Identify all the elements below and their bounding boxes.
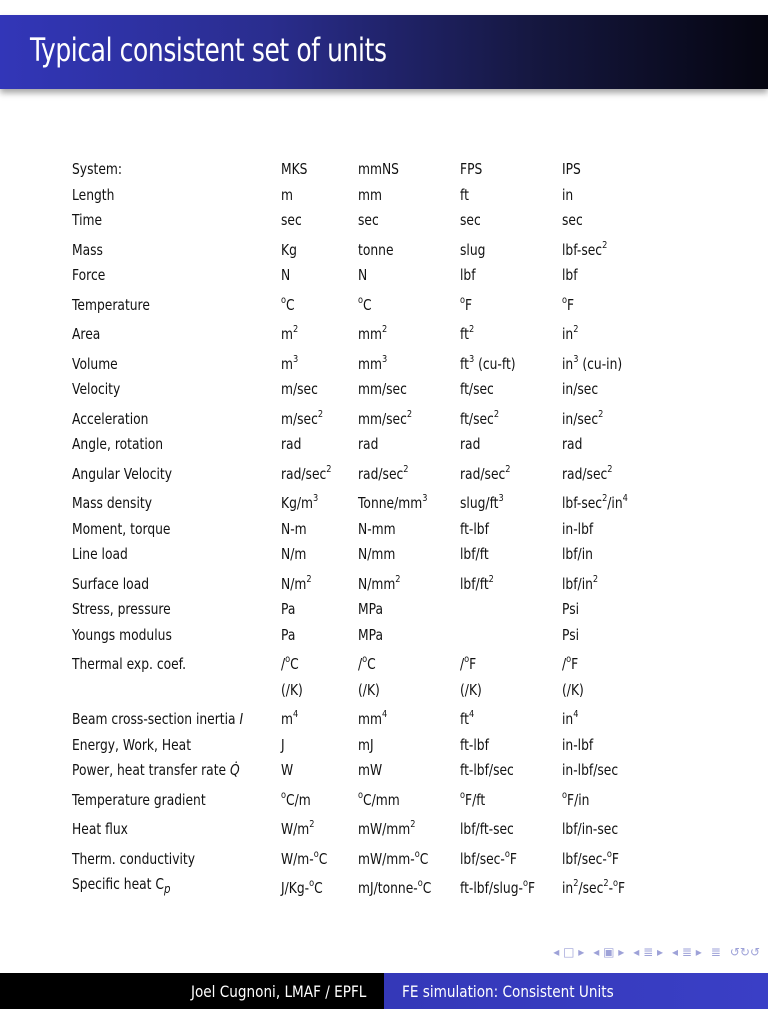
- title-bar: [0, 15, 768, 89]
- unit-ips: sec: [561, 211, 583, 229]
- table-row: [72, 843, 682, 873]
- table-row: [72, 678, 682, 704]
- unit-mmns: MPa: [357, 625, 383, 644]
- unit-ips: in/sec: [561, 380, 598, 398]
- unit-fps: rad: [459, 435, 481, 453]
- unit-ips: $^o$F/in: [561, 789, 590, 809]
- unit-mmns: $^o$C/mm: [357, 789, 400, 809]
- unit-mks: $^o$C: [280, 294, 295, 314]
- quantity-label: Power, heat transfer rate Q̇: [72, 761, 240, 779]
- unit-ips: $in^2/\sec^2-^oF$: [561, 878, 625, 897]
- quantity-label: Therm. conductivity: [72, 849, 196, 868]
- unit-fps: ft/sec: [459, 380, 494, 398]
- unit-ips: IPS: [561, 160, 581, 178]
- unit-fps: lbf: [459, 266, 476, 284]
- footer-short-title: FE simulation: Consistent Units: [402, 981, 614, 1001]
- quantity-label: Angular Velocity: [72, 464, 172, 483]
- unit-fps: lbf/ft: [459, 545, 489, 563]
- table-header-row: [72, 157, 682, 183]
- unit-ips: $^o$F: [561, 294, 574, 314]
- quantity-label: [72, 678, 281, 704]
- quantity-label: Angle, rotation: [72, 435, 164, 453]
- footer-author: Joel Cugnoni, LMAF / EPFL: [190, 981, 366, 1001]
- unit-fps: /$^o$F: [459, 654, 476, 673]
- unit-fps: $^o$F/ft: [459, 789, 485, 809]
- unit-ips: lbf-$\sec^2$: [561, 239, 607, 259]
- unit-fps: ft: [459, 185, 469, 204]
- table-row: [72, 458, 682, 488]
- unit-fps: rad/$\sec^2$: [459, 463, 511, 483]
- unit-fps: slug: [459, 240, 486, 259]
- unit-mmns: mmNS: [357, 160, 399, 178]
- table-row: [72, 432, 682, 458]
- table-row: [72, 487, 682, 517]
- unit-mks: MKS: [280, 160, 308, 178]
- table-row: [72, 784, 682, 814]
- nav-section-icon[interactable]: ◂ ▣ ▸: [593, 945, 625, 959]
- unit-ips: $in^4$: [561, 709, 579, 728]
- unit-mks: m/sec: [280, 380, 318, 398]
- unit-mks: W/m-$^o$C: [280, 848, 328, 868]
- unit-ips: rad: [561, 435, 583, 453]
- unit-ips: $in^2$: [561, 324, 579, 343]
- table-row: [72, 289, 682, 319]
- table-row: [72, 733, 682, 759]
- quantity-label: Area: [72, 325, 101, 343]
- unit-mmns: (/K): [357, 680, 380, 699]
- unit-mmns: sec: [357, 211, 379, 229]
- unit-mmns: MPa: [357, 600, 383, 618]
- unit-ips: in-lbf: [561, 735, 593, 754]
- table-row: [72, 568, 682, 598]
- unit-ips: rad/$\sec^2$: [561, 463, 613, 483]
- unit-mmns: mW/mm-$^o$C: [357, 848, 429, 868]
- quantity-label: Volume: [72, 354, 118, 373]
- quantity-label: Youngs modulus: [72, 625, 172, 644]
- unit-mmns: rad/$\sec^2$: [357, 463, 409, 483]
- unit-ips: lbf: [561, 266, 578, 284]
- unit-mks: sec: [280, 211, 302, 229]
- unit-fps: slug/$ft^3$: [459, 493, 504, 512]
- nav-search-icon[interactable]: ↺↻↺: [729, 945, 760, 959]
- quantity-label: Temperature: [72, 295, 150, 314]
- unit-mks: $N/m^2$: [280, 573, 312, 593]
- table-row: [72, 872, 682, 902]
- quantity-label: Time: [72, 211, 103, 229]
- table-row: [72, 623, 682, 649]
- quantity-label: Beam cross-section inertia I: [72, 710, 244, 728]
- unit-fps: $ft^4$: [459, 709, 474, 728]
- quantity-label: System:: [72, 160, 123, 178]
- units-table-body: [72, 157, 682, 902]
- unit-fps: ft-lbf/slug-$^o$F: [459, 878, 535, 897]
- table-row: [72, 348, 682, 378]
- nav-frame-icon[interactable]: ◂ ≣ ▸: [672, 945, 702, 959]
- quantity-label: Velocity: [72, 380, 121, 398]
- unit-ips: Psi: [561, 625, 579, 644]
- unit-mks: N-m: [280, 519, 307, 538]
- unit-ips: in: [561, 185, 573, 204]
- unit-fps: FPS: [459, 160, 483, 178]
- unit-mks: Pa: [280, 625, 296, 644]
- unit-mks: m: [280, 185, 293, 204]
- footer: [0, 973, 768, 1009]
- unit-mks: $W/m^2$: [280, 819, 315, 838]
- unit-fps: (/K): [459, 680, 482, 699]
- unit-fps: lbf/$ft^2$: [459, 573, 494, 593]
- unit-mks: $m/\sec^2$: [280, 408, 323, 428]
- unit-fps: $ft/\sec^2$: [459, 408, 499, 428]
- unit-ips: lbf/$in^2$: [561, 573, 598, 593]
- unit-mmns: mm/sec: [357, 380, 407, 398]
- table-row: [72, 183, 682, 209]
- unit-mmns: N-mm: [357, 519, 396, 538]
- unit-mmns: $mm/\sec^2$: [357, 408, 412, 428]
- unit-ips: in-lbf: [561, 519, 593, 538]
- unit-mmns: mJ: [357, 735, 374, 754]
- unit-ips: $in/\sec^2$: [561, 408, 604, 428]
- unit-ips: lbf/in-sec: [561, 820, 618, 838]
- table-row: [72, 208, 682, 234]
- quantity-label: Heat flux: [72, 820, 128, 838]
- unit-mmns: tonne: [357, 240, 394, 259]
- unit-ips: lbf/in: [561, 545, 593, 563]
- unit-mks: rad: [280, 435, 302, 453]
- table-row: [72, 263, 682, 289]
- unit-fps: $^o$F: [459, 294, 472, 314]
- unit-mmns: rad: [357, 435, 379, 453]
- table-row: [72, 597, 682, 623]
- unit-mmns: N/mm: [357, 545, 396, 563]
- quantity-label: Energy, Work, Heat: [72, 735, 192, 754]
- quantity-label: Surface load: [72, 574, 150, 593]
- unit-ips: /$^o$F: [561, 654, 578, 673]
- unit-fps: lbf/ft-sec: [459, 820, 514, 838]
- quantity-label: Acceleration: [72, 409, 149, 428]
- unit-mmns: $^o$C: [357, 294, 372, 314]
- unit-mmns: /$^o$C: [357, 654, 376, 673]
- nav-subsection-icon[interactable]: ◂ ≣ ▸: [633, 945, 664, 959]
- table-row: [72, 813, 682, 843]
- unit-mks: Pa: [280, 600, 296, 618]
- unit-mks: J: [280, 735, 285, 754]
- quantity-label: Specific heat $C_p$: [72, 875, 171, 896]
- quantity-label: Thermal exp. coef.: [72, 655, 187, 673]
- quantity-label: Stress, pressure: [72, 600, 171, 618]
- table-row: [72, 234, 682, 264]
- unit-mmns: mW: [357, 761, 382, 779]
- unit-fps: lbf/sec-$^o$F: [459, 848, 517, 868]
- quantity-label: Mass density: [72, 494, 152, 512]
- unit-mks: (/K): [280, 680, 303, 699]
- unit-mks: Kg: [280, 240, 297, 259]
- unit-mmns: mJ/tonne-$^o$C: [357, 878, 432, 897]
- unit-fps: $ft^2$: [459, 324, 474, 343]
- quantity-label: Temperature gradient: [72, 790, 206, 809]
- unit-fps: [460, 597, 562, 623]
- unit-fps: [460, 623, 562, 649]
- unit-fps: ft-lbf/sec: [459, 761, 514, 779]
- unit-mmns: N: [357, 266, 367, 284]
- quantity-label: Line load: [72, 545, 128, 563]
- unit-mmns: $mm^2$: [357, 324, 387, 343]
- table-row: [72, 377, 682, 403]
- unit-mmns: $mm^3$: [357, 353, 387, 373]
- footer-title-panel: [384, 973, 768, 1009]
- unit-mmns: Tonne/$mm^3$: [357, 493, 428, 512]
- unit-fps: ft-lbf: [459, 735, 489, 754]
- unit-mmns: $N/mm^2$: [357, 573, 401, 593]
- quantity-label: Length: [72, 185, 115, 204]
- unit-ips: Psi: [561, 600, 579, 618]
- unit-mks: $m^3$: [280, 353, 298, 373]
- unit-mks: W: [280, 761, 293, 779]
- unit-mmns: $mW/mm^2$: [357, 819, 416, 838]
- nav-align-icon[interactable]: ≣: [710, 945, 721, 959]
- unit-mks: N/m: [280, 545, 307, 563]
- quantity-label: Moment, torque: [72, 519, 171, 538]
- beamer-navigation: [480, 943, 760, 961]
- units-table: [72, 157, 682, 902]
- table-row: [72, 318, 682, 348]
- table-row: [72, 648, 682, 678]
- quantity-label: Force: [72, 266, 106, 284]
- unit-ips: in-lbf/sec: [561, 761, 618, 779]
- quantity-label: Mass: [72, 240, 103, 259]
- unit-mmns: mm: [357, 185, 382, 204]
- slide-title: Typical consistent set of units: [30, 31, 387, 69]
- unit-fps: sec: [459, 211, 481, 229]
- unit-mks: rad/$\sec^2$: [280, 463, 332, 483]
- nav-first-icon[interactable]: ◂ □ ▸: [553, 945, 585, 959]
- unit-mks: $Kg/m^3$: [280, 493, 318, 512]
- table-row: [72, 517, 682, 543]
- unit-ips: lbf-$\sec^2/in^4$: [561, 493, 628, 512]
- table-row: [72, 758, 682, 784]
- unit-mmns: $mm^4$: [357, 709, 387, 728]
- unit-mks: /$^o$C: [280, 654, 299, 673]
- unit-mks: N: [280, 266, 290, 284]
- footer-author-panel: [0, 973, 384, 1009]
- table-row: [72, 703, 682, 733]
- unit-ips: lbf/sec-$^o$F: [561, 848, 619, 868]
- unit-mks: J/Kg-$^o$C: [280, 878, 323, 897]
- unit-ips: $in^3$ (cu-in): [561, 353, 622, 373]
- unit-mks: $^o$C/m: [280, 789, 311, 809]
- unit-mks: $m^2$: [280, 324, 298, 343]
- unit-mks: $m^4$: [280, 709, 298, 728]
- unit-fps: $ft^3$ (cu-ft): [459, 353, 516, 373]
- table-row: [72, 403, 682, 433]
- unit-ips: (/K): [561, 680, 584, 699]
- table-row: [72, 542, 682, 568]
- unit-fps: ft-lbf: [459, 519, 489, 538]
